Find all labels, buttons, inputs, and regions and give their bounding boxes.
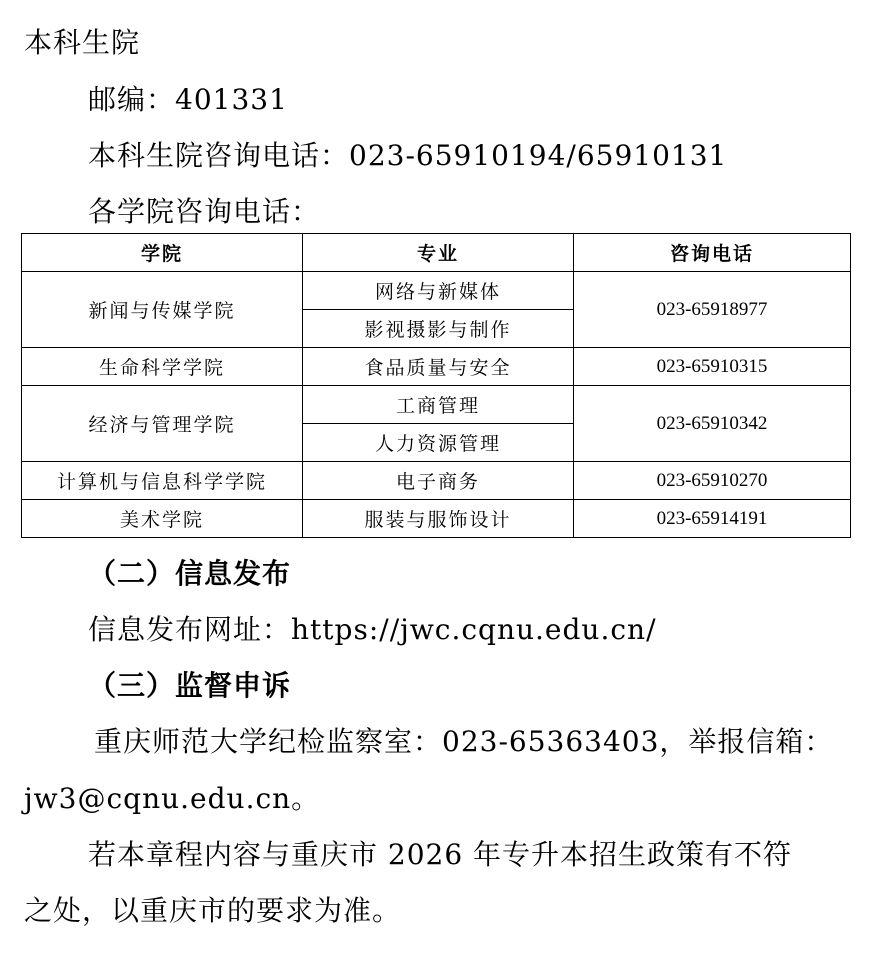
- college-cell: 计算机与信息科学学院: [22, 462, 303, 500]
- college-cell: 美术学院: [22, 500, 303, 538]
- phone-cell: 023-65910270: [574, 462, 851, 500]
- table-row: [22, 348, 851, 386]
- major-cell: 人力资源管理: [303, 424, 574, 462]
- office-name: 本科生院: [24, 26, 141, 59]
- table-row: [22, 386, 851, 424]
- section-supervision-title: （三）监督申诉: [88, 669, 292, 702]
- major-cell: 食品质量与安全: [303, 348, 574, 386]
- header-phone: 咨询电话: [574, 234, 851, 272]
- major-cell: 网络与新媒体: [303, 272, 574, 310]
- supervision-line-1: 重庆师范大学纪检监察室：023-65363403，举报信箱：: [94, 725, 834, 758]
- college-cell: 生命科学学院: [22, 348, 303, 386]
- closing-line-1: 若本章程内容与重庆市 2026 年专升本招生政策有不符: [88, 838, 793, 871]
- phone-cell: 023-65910342: [574, 386, 851, 462]
- phone-cell: 023-65918977: [574, 272, 851, 348]
- college-phone-title: 各学院咨询电话：: [88, 195, 321, 228]
- table-row: [22, 272, 851, 310]
- table-row: [22, 500, 851, 538]
- section-info-title: （二）信息发布: [88, 557, 292, 590]
- supervision-line-2: jw3@cqnu.edu.cn。: [24, 782, 321, 815]
- college-cell: 新闻与传媒学院: [22, 272, 303, 348]
- postcode: 邮编：401331: [88, 83, 288, 116]
- major-cell: 电子商务: [303, 462, 574, 500]
- info-website: 信息发布网址：https://jwc.cqnu.edu.cn/: [88, 613, 657, 646]
- table-header-row: [22, 234, 851, 272]
- major-cell: 影视摄影与制作: [303, 310, 574, 348]
- major-cell: 服装与服饰设计: [303, 500, 574, 538]
- college-cell: 经济与管理学院: [22, 386, 303, 462]
- college-contact-table: [21, 233, 851, 538]
- header-major: 专业: [303, 234, 574, 272]
- header-college: 学院: [22, 234, 303, 272]
- phone-cell: 023-65914191: [574, 500, 851, 538]
- major-cell: 工商管理: [303, 386, 574, 424]
- phone-cell: 023-65910315: [574, 348, 851, 386]
- table-row: [22, 462, 851, 500]
- closing-line-2: 之处，以重庆市的要求为准。: [24, 894, 402, 927]
- office-phone: 本科生院咨询电话：023-65910194/65910131: [88, 139, 728, 172]
